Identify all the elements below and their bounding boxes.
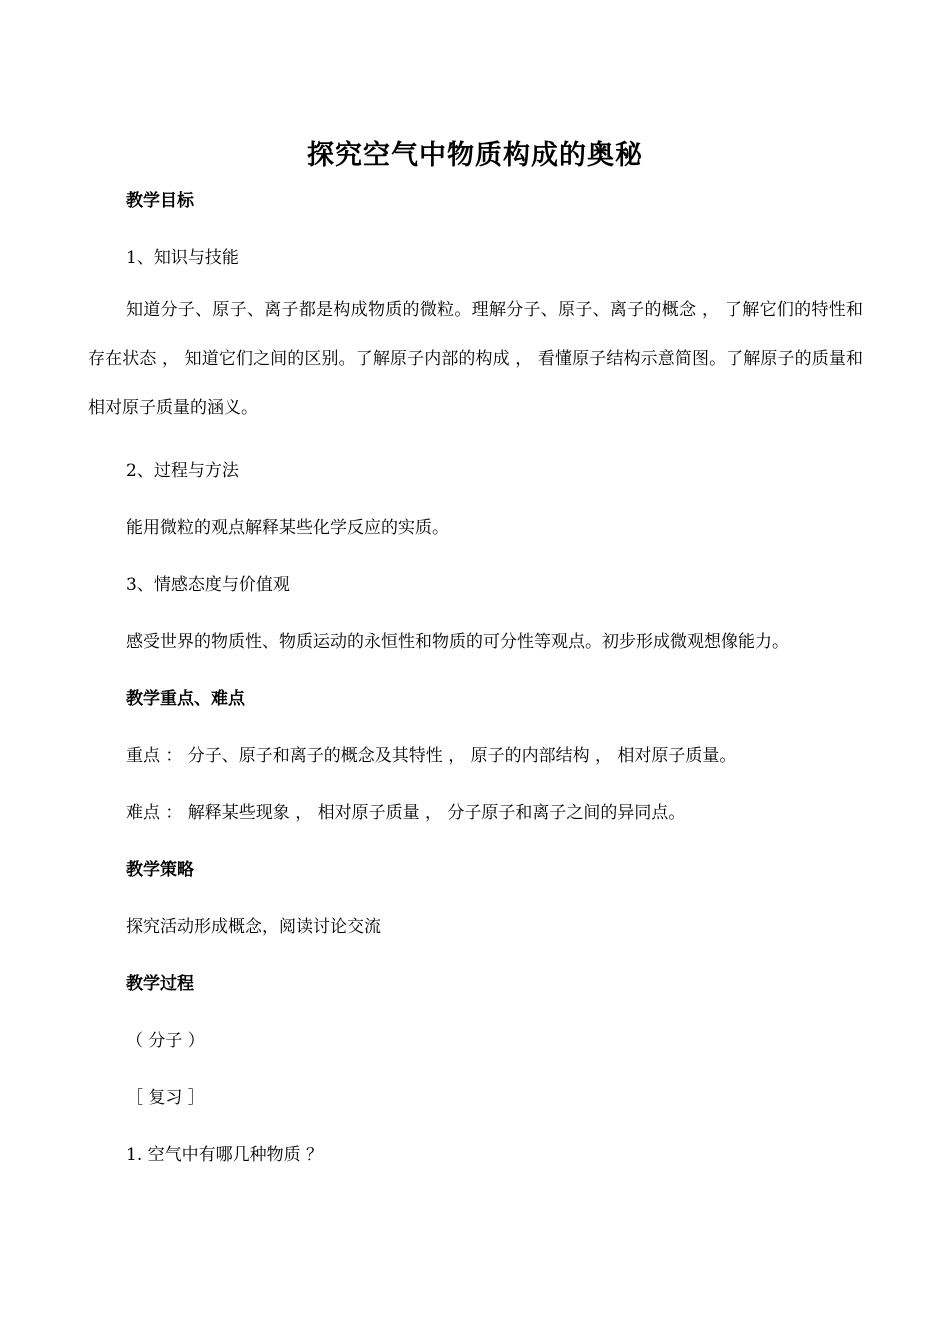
difficult-point-text: 难点 ： 解释某些现象 ， 相对原子质量 ， 分子原子和离子之间的异同点。	[126, 803, 686, 823]
paragraph-knowledge: 知道分子、原子、离子都是构成物质的微粒。理解分子、原子、离子的概念 ， 了解它们的特性和存在状态 ， 知道它们之间的区别。了解原子内部的构成 ， 看懂原子结构示意简图。了解原子的质量和相对原子质量的涵义。	[88, 300, 863, 418]
strategy-text: 探究活动形成概念，阅读讨论交流	[126, 917, 381, 937]
item-heading-knowledge: 1、知识与技能	[126, 248, 239, 268]
process-review-label: ［ 复习 ］	[126, 1088, 205, 1108]
key-point-text: 重点 ： 分子、原子和离子的概念及其特性 ， 原子的内部结构 ， 相对原子质量。	[126, 746, 737, 766]
document-title: 探究空气中物质构成的奥秘	[307, 140, 643, 171]
section-heading-objectives: 教学目标	[126, 191, 194, 211]
paragraph-process-method: 能用微粒的观点解释某些化学反应的实质。	[126, 518, 449, 538]
section-heading-strategy: 教学策略	[126, 860, 194, 880]
section-heading-process: 教学过程	[126, 974, 194, 994]
item-heading-attitude: 3、情感态度与价值观	[126, 575, 290, 595]
process-question-1: 1. 空气中有哪几种物质 ？	[126, 1145, 324, 1165]
process-part-label: （ 分子 ）	[126, 1031, 205, 1051]
section-heading-keypoints: 教学重点、难点	[126, 689, 245, 709]
paragraph-attitude: 感受世界的物质性、物质运动的永恒性和物质的可分性等观点。初步形成微观想像能力。	[126, 632, 789, 652]
item-heading-process-method: 2、过程与方法	[126, 461, 239, 481]
